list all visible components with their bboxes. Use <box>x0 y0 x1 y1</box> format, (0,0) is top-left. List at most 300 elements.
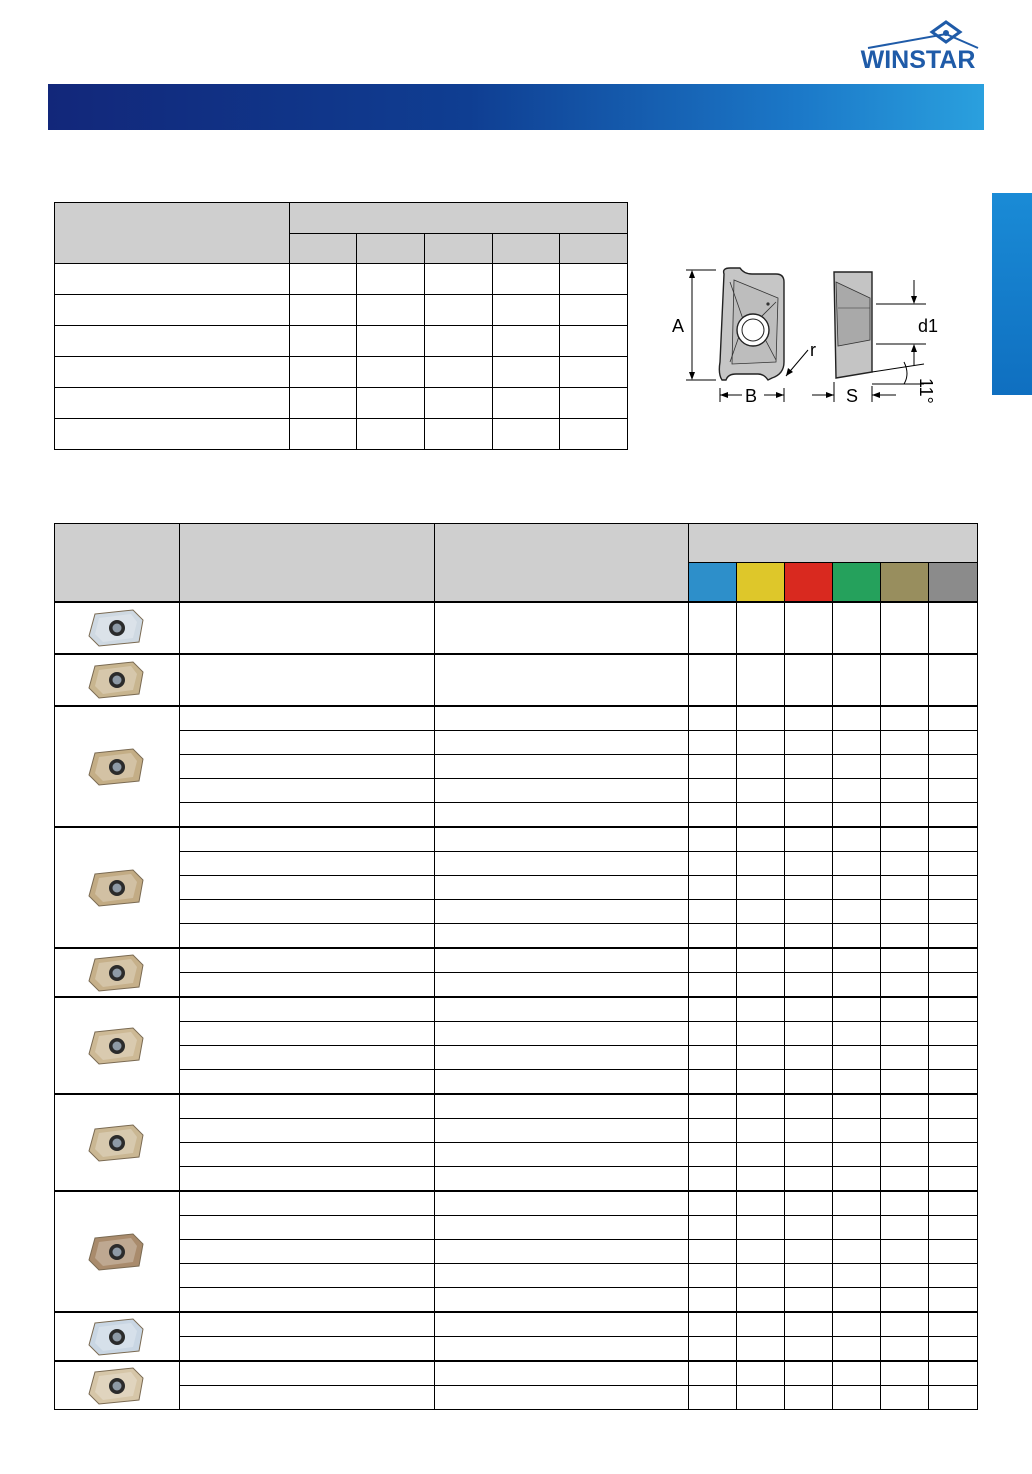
grade-cell <box>689 1386 737 1410</box>
grade-cell <box>833 1216 881 1240</box>
grade-cell <box>833 1240 881 1264</box>
grade-cell <box>737 1191 785 1216</box>
grade-cell <box>179 924 434 949</box>
grade-cell <box>785 900 833 924</box>
grade-cell <box>689 755 737 779</box>
grade-cell <box>689 973 737 998</box>
grade-cell <box>737 731 785 755</box>
grade-cell <box>928 654 977 706</box>
grade-cell <box>179 1094 434 1119</box>
grade-cell <box>737 924 785 949</box>
grade-cell <box>689 1361 737 1386</box>
grade-cell <box>881 1143 929 1167</box>
header-banner <box>48 84 984 130</box>
grade-cell <box>689 706 737 731</box>
grade-cell <box>881 731 929 755</box>
grade-cell <box>179 1312 434 1337</box>
grade-cell <box>881 827 929 852</box>
grade-cell <box>785 852 833 876</box>
grade-cell <box>785 1264 833 1288</box>
grade-cell <box>833 1361 881 1386</box>
grade-cell <box>833 1070 881 1095</box>
grade-cell <box>881 973 929 998</box>
dimension-subheader <box>289 234 357 264</box>
grade-cell <box>179 803 434 828</box>
grade-cell <box>737 827 785 852</box>
grade-row <box>55 1312 978 1337</box>
grade-cell <box>833 1312 881 1337</box>
dimension-header-group <box>289 203 627 234</box>
grade-cell <box>737 1167 785 1192</box>
grade-cell <box>737 852 785 876</box>
grade-cell <box>833 779 881 803</box>
grade-cell <box>928 706 977 731</box>
grade-cell <box>689 948 737 973</box>
grade-cell <box>785 948 833 973</box>
grade-cell <box>434 900 689 924</box>
grade-cell <box>881 1046 929 1070</box>
grade-row <box>55 1119 978 1143</box>
grade-cell <box>833 1143 881 1167</box>
grade-header-grades <box>689 524 978 563</box>
grade-cell <box>737 1386 785 1410</box>
grade-cell <box>833 755 881 779</box>
grade-cell <box>833 803 881 828</box>
grade-cell <box>785 973 833 998</box>
grade-cell <box>833 1119 881 1143</box>
grade-cell <box>689 731 737 755</box>
grade-header-description <box>434 524 689 603</box>
grade-cell <box>434 1216 689 1240</box>
grade-cell <box>833 1288 881 1313</box>
grade-row <box>55 731 978 755</box>
grade-color-swatch <box>833 563 881 603</box>
grade-row <box>55 1240 978 1264</box>
grade-cell <box>785 731 833 755</box>
grade-cell <box>737 1143 785 1167</box>
grade-row <box>55 900 978 924</box>
grade-cell <box>689 803 737 828</box>
grade-cell <box>785 1167 833 1192</box>
grade-cell <box>434 1070 689 1095</box>
grade-cell <box>928 731 977 755</box>
grade-cell <box>881 1361 929 1386</box>
dimension-table <box>54 202 628 450</box>
grade-cell <box>737 1216 785 1240</box>
grade-cell <box>737 654 785 706</box>
grade-cell <box>928 1191 977 1216</box>
grade-cell <box>737 876 785 900</box>
grade-row <box>55 1337 978 1362</box>
grade-cell <box>689 1240 737 1264</box>
grade-row <box>55 1288 978 1313</box>
grade-cell <box>928 1022 977 1046</box>
grade-cell <box>785 1288 833 1313</box>
grade-row <box>55 827 978 852</box>
grade-row <box>55 876 978 900</box>
grade-cell <box>881 1386 929 1410</box>
grade-cell <box>434 803 689 828</box>
grade-cell <box>881 706 929 731</box>
grade-cell <box>434 1094 689 1119</box>
grade-cell <box>928 1386 977 1410</box>
grade-row <box>55 924 978 949</box>
grade-cell <box>881 1288 929 1313</box>
insert-gold-icon <box>85 658 149 702</box>
grade-cell <box>179 973 434 998</box>
grade-cell <box>434 1022 689 1046</box>
insert-image-cell <box>55 948 180 997</box>
grade-cell <box>928 779 977 803</box>
grade-cell <box>881 900 929 924</box>
insert-image-cell <box>55 1312 180 1361</box>
grade-cell <box>833 948 881 973</box>
grade-cell <box>737 602 785 654</box>
insert-silver-icon <box>85 606 149 650</box>
section-side-tab[interactable] <box>992 193 1032 395</box>
grade-cell <box>434 779 689 803</box>
insert-gold-icon <box>85 1024 149 1068</box>
dimension-subheader <box>560 234 628 264</box>
insert-gold-icon <box>85 951 149 995</box>
grade-row <box>55 1191 978 1216</box>
grade-cell <box>179 1191 434 1216</box>
grade-cell <box>881 602 929 654</box>
insert-bronze-icon <box>85 1230 149 1274</box>
grade-cell <box>785 1119 833 1143</box>
grade-row <box>55 1022 978 1046</box>
grade-cell <box>881 1337 929 1362</box>
grade-cell <box>179 1070 434 1095</box>
grade-cell <box>434 876 689 900</box>
grade-cell <box>928 755 977 779</box>
grade-cell <box>785 654 833 706</box>
insert-gold-icon <box>85 745 149 789</box>
grade-row <box>55 1094 978 1119</box>
grade-row <box>55 602 978 654</box>
grade-cell <box>434 1046 689 1070</box>
grade-cell <box>179 1167 434 1192</box>
grade-cell <box>434 1361 689 1386</box>
grade-cell <box>737 1240 785 1264</box>
grade-row <box>55 1216 978 1240</box>
grade-cell <box>928 1143 977 1167</box>
grade-cell <box>179 706 434 731</box>
grade-cell <box>881 1240 929 1264</box>
grade-cell <box>833 827 881 852</box>
grade-cell <box>833 973 881 998</box>
grade-cell <box>785 1070 833 1095</box>
dimension-header-model <box>55 203 290 264</box>
grade-cell <box>928 852 977 876</box>
grade-cell <box>689 924 737 949</box>
grade-cell <box>179 1337 434 1362</box>
grade-cell <box>689 1119 737 1143</box>
grade-cell <box>179 1022 434 1046</box>
grade-cell <box>689 852 737 876</box>
grade-cell <box>785 1386 833 1410</box>
grade-cell <box>434 1386 689 1410</box>
grade-cell <box>785 1191 833 1216</box>
grade-cell <box>833 997 881 1022</box>
grade-cell <box>179 654 434 706</box>
grade-cell <box>179 900 434 924</box>
grade-cell <box>434 1167 689 1192</box>
insert-diagram <box>664 262 954 412</box>
grade-cell <box>928 1119 977 1143</box>
grade-row <box>55 1386 978 1410</box>
grade-cell <box>434 1191 689 1216</box>
insert-image-cell <box>55 997 180 1094</box>
grade-cell <box>689 1288 737 1313</box>
grade-cell <box>434 827 689 852</box>
grade-cell <box>179 852 434 876</box>
insert-image-cell <box>55 706 180 827</box>
dimension-subheader <box>425 234 493 264</box>
winstar-logo <box>848 20 988 72</box>
grade-cell <box>833 852 881 876</box>
grade-cell <box>881 1216 929 1240</box>
grade-cell <box>928 1288 977 1313</box>
grade-cell <box>881 1094 929 1119</box>
grade-cell <box>179 1046 434 1070</box>
grade-cell <box>785 1216 833 1240</box>
grade-cell <box>928 997 977 1022</box>
grade-row <box>55 803 978 828</box>
grade-cell <box>785 602 833 654</box>
grade-cell <box>689 1337 737 1362</box>
grade-row <box>55 1167 978 1192</box>
grade-cell <box>689 1070 737 1095</box>
grade-cell <box>434 973 689 998</box>
insert-image-cell <box>55 602 180 654</box>
grade-cell <box>881 852 929 876</box>
grade-cell <box>737 1361 785 1386</box>
dimension-row <box>55 326 628 357</box>
label-r: r <box>810 340 816 360</box>
grade-cell <box>689 1216 737 1240</box>
grade-cell <box>881 779 929 803</box>
grade-cell <box>881 1022 929 1046</box>
grade-cell <box>689 1143 737 1167</box>
grade-cell <box>179 602 434 654</box>
grade-cell <box>737 1312 785 1337</box>
grade-cell <box>928 1216 977 1240</box>
grade-cell <box>179 948 434 973</box>
grade-cell <box>179 876 434 900</box>
grade-cell <box>785 803 833 828</box>
grade-cell <box>833 876 881 900</box>
grade-cell <box>689 1022 737 1046</box>
grade-cell <box>881 654 929 706</box>
insert-image-cell <box>55 1191 180 1312</box>
grade-cell <box>434 1264 689 1288</box>
grade-table <box>54 523 978 1410</box>
grade-cell <box>928 1046 977 1070</box>
insert-gold-icon <box>85 866 149 910</box>
grade-cell <box>434 924 689 949</box>
grade-cell <box>179 1264 434 1288</box>
grade-cell <box>785 924 833 949</box>
grade-color-swatch <box>785 563 833 603</box>
grade-row <box>55 997 978 1022</box>
grade-color-swatch <box>737 563 785 603</box>
grade-cell <box>434 852 689 876</box>
grade-cell <box>434 1312 689 1337</box>
grade-cell <box>785 876 833 900</box>
dimension-row <box>55 388 628 419</box>
grade-cell <box>833 1386 881 1410</box>
grade-cell <box>881 1312 929 1337</box>
grade-cell <box>689 1312 737 1337</box>
grade-cell <box>434 602 689 654</box>
grade-color-swatch <box>928 563 977 603</box>
grade-row <box>55 1143 978 1167</box>
grade-cell <box>928 1070 977 1095</box>
grade-cell <box>689 1191 737 1216</box>
grade-cell <box>881 1119 929 1143</box>
label-angle: 11° <box>916 378 936 404</box>
grade-cell <box>785 1312 833 1337</box>
grade-cell <box>881 1167 929 1192</box>
insert-gold-icon <box>85 1364 149 1408</box>
grade-cell <box>881 876 929 900</box>
grade-cell <box>928 1240 977 1264</box>
grade-cell <box>179 1361 434 1386</box>
grade-cell <box>737 779 785 803</box>
grade-cell <box>689 900 737 924</box>
grade-cell <box>928 602 977 654</box>
grade-cell <box>689 1167 737 1192</box>
grade-cell <box>179 1119 434 1143</box>
label-a: A <box>672 316 685 336</box>
grade-cell <box>737 706 785 731</box>
dimension-row <box>55 419 628 450</box>
grade-cell <box>881 1264 929 1288</box>
grade-cell <box>434 1143 689 1167</box>
grade-cell <box>785 1022 833 1046</box>
grade-cell <box>689 1094 737 1119</box>
grade-color-swatch <box>881 563 929 603</box>
grade-cell <box>737 948 785 973</box>
grade-cell <box>881 1191 929 1216</box>
grade-header-image <box>55 524 180 603</box>
grade-cell <box>833 1167 881 1192</box>
grade-cell <box>785 1046 833 1070</box>
grade-cell <box>434 706 689 731</box>
grade-cell <box>737 1119 785 1143</box>
brand-name: WINSTAR <box>860 46 976 74</box>
grade-cell <box>833 654 881 706</box>
grade-cell <box>737 997 785 1022</box>
grade-cell <box>881 803 929 828</box>
grade-row <box>55 973 978 998</box>
dimension-row <box>55 264 628 295</box>
grade-cell <box>785 1361 833 1386</box>
grade-header-designation <box>179 524 434 603</box>
grade-cell <box>833 924 881 949</box>
insert-image-cell <box>55 654 180 706</box>
grade-cell <box>737 1046 785 1070</box>
grade-cell <box>737 1070 785 1095</box>
grade-cell <box>833 602 881 654</box>
grade-cell <box>179 827 434 852</box>
grade-cell <box>689 876 737 900</box>
grade-row <box>55 654 978 706</box>
grade-cell <box>689 1046 737 1070</box>
grade-cell <box>785 779 833 803</box>
grade-cell <box>737 755 785 779</box>
grade-cell <box>833 1264 881 1288</box>
grade-cell <box>737 1022 785 1046</box>
grade-cell <box>785 755 833 779</box>
grade-cell <box>737 900 785 924</box>
grade-cell <box>928 1361 977 1386</box>
grade-cell <box>833 1094 881 1119</box>
grade-cell <box>881 997 929 1022</box>
grade-cell <box>833 731 881 755</box>
grade-cell <box>833 706 881 731</box>
grade-cell <box>928 1337 977 1362</box>
grade-cell <box>434 1288 689 1313</box>
grade-cell <box>689 779 737 803</box>
grade-cell <box>434 1119 689 1143</box>
grade-cell <box>737 1288 785 1313</box>
grade-cell <box>881 924 929 949</box>
grade-cell <box>928 827 977 852</box>
grade-cell <box>434 654 689 706</box>
label-d1: d1 <box>918 316 939 336</box>
grade-cell <box>928 948 977 973</box>
grade-cell <box>785 1337 833 1362</box>
grade-row <box>55 755 978 779</box>
grade-cell <box>689 654 737 706</box>
grade-cell <box>833 1191 881 1216</box>
insert-image-cell <box>55 1361 180 1410</box>
grade-cell <box>928 803 977 828</box>
grade-cell <box>179 1288 434 1313</box>
grade-cell <box>833 900 881 924</box>
grade-cell <box>833 1046 881 1070</box>
grade-cell <box>785 827 833 852</box>
grade-cell <box>785 1094 833 1119</box>
grade-cell <box>434 755 689 779</box>
grade-cell <box>737 1264 785 1288</box>
grade-cell <box>179 1386 434 1410</box>
grade-cell <box>179 1216 434 1240</box>
grade-row <box>55 779 978 803</box>
label-b: B <box>745 386 758 406</box>
grade-row <box>55 1046 978 1070</box>
grade-cell <box>179 1143 434 1167</box>
grade-cell <box>179 997 434 1022</box>
grade-row <box>55 948 978 973</box>
grade-cell <box>737 803 785 828</box>
grade-row <box>55 1264 978 1288</box>
grade-cell <box>737 973 785 998</box>
grade-cell <box>434 1240 689 1264</box>
insert-silver-icon <box>85 1315 149 1359</box>
label-s: S <box>846 386 859 406</box>
grade-cell <box>689 1264 737 1288</box>
dimension-subheader <box>493 234 560 264</box>
grade-cell <box>785 1240 833 1264</box>
grade-cell <box>434 731 689 755</box>
grade-row <box>55 1070 978 1095</box>
grade-cell <box>179 755 434 779</box>
insert-gold-icon <box>85 1121 149 1165</box>
grade-cell <box>928 1094 977 1119</box>
